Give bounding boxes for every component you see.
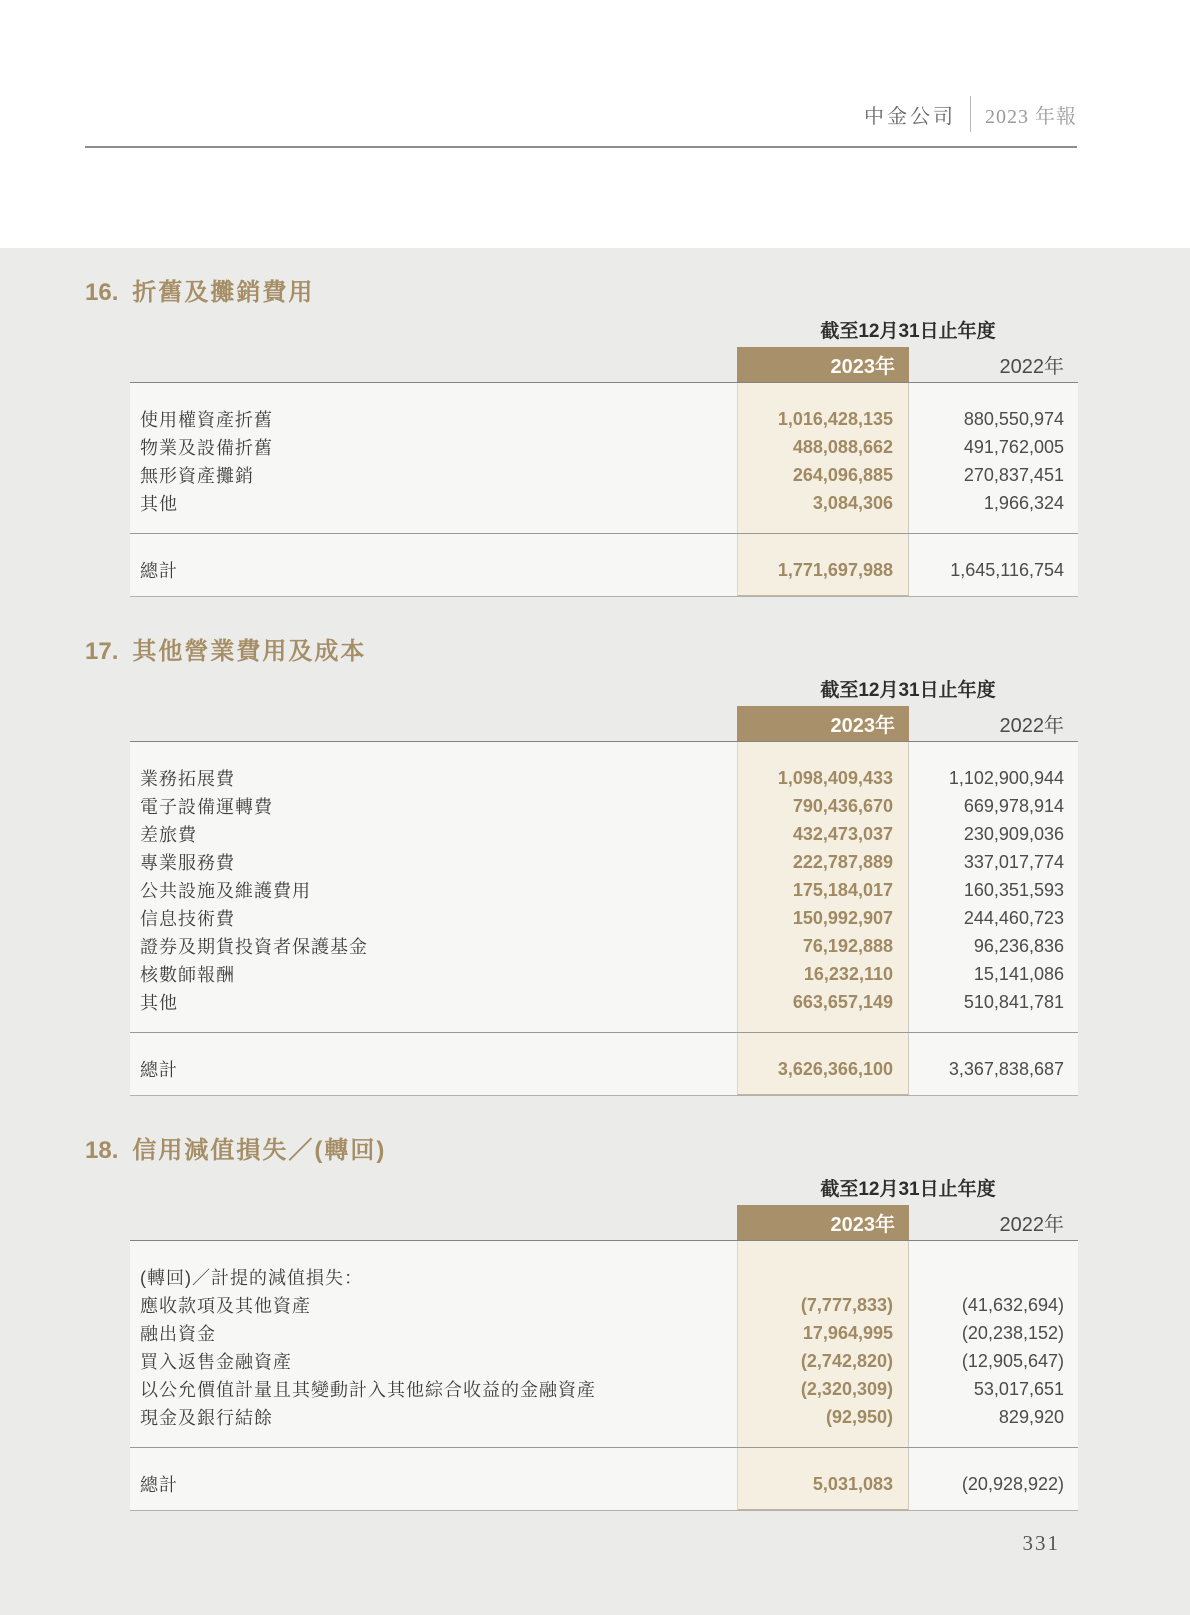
row-label: 以公允價值計量且其變動計入其他綜合收益的金融資產	[140, 1380, 596, 1400]
row-value-2023: 17,964,995	[802, 1322, 893, 1343]
row-value-2022: 829,920	[998, 1406, 1064, 1427]
table-depreciation	[130, 317, 1078, 597]
total-value-2023: 5,031,083	[812, 1473, 893, 1494]
table-other-expenses	[130, 676, 1078, 1096]
table-row	[130, 1263, 1078, 1291]
section-number: 18.	[85, 1137, 119, 1164]
table-row	[130, 876, 1078, 904]
company-name: 中金公司	[864, 105, 956, 128]
header-rule	[85, 146, 1077, 148]
row-value-2022: 160,351,593	[963, 879, 1064, 900]
table-row	[130, 904, 1078, 932]
period-header: 截至12月31日止年度	[820, 321, 996, 342]
row-value-2022: 230,909,036	[963, 823, 1064, 844]
row-value-2023: 1,016,428,135	[777, 408, 893, 429]
total-divider	[130, 1032, 1078, 1033]
section-18-credit-impairment	[0, 1130, 1190, 1511]
column-header-2023: 2023年	[737, 1205, 909, 1240]
column-header-2023: 2023年	[737, 347, 909, 382]
period-header: 截至12月31日止年度	[820, 680, 996, 701]
row-value-2022: 337,017,774	[963, 851, 1064, 872]
header-divider	[970, 96, 971, 132]
table-row	[130, 489, 1078, 517]
total-label: 總計	[140, 1060, 178, 1080]
section-number: 16.	[85, 279, 119, 306]
page-content	[0, 248, 1190, 1615]
period-header: 截至12月31日止年度	[820, 1179, 996, 1200]
table-row	[130, 461, 1078, 489]
table-row	[130, 1319, 1078, 1347]
section-title-text: 信用減值損失／(轉回)	[132, 1137, 387, 1164]
row-label: 公共設施及維護費用	[140, 881, 311, 901]
report-year-label: 2023 年報	[985, 105, 1077, 128]
row-value-2022: 96,236,836	[973, 935, 1064, 956]
table-row	[130, 1291, 1078, 1319]
row-label: 電子設備運轉費	[140, 797, 273, 817]
row-value-2023: (2,320,309)	[800, 1378, 893, 1399]
total-row	[130, 556, 1078, 584]
row-value-2023: 175,184,017	[792, 879, 893, 900]
row-value-2023: 264,096,885	[792, 464, 893, 485]
column-header-2022: 2022年	[999, 715, 1064, 737]
row-label: 專業服務費	[140, 853, 235, 873]
page-top-band	[0, 0, 1190, 248]
table-credit-impairment	[130, 1175, 1078, 1511]
row-value-2023: 3,084,306	[812, 492, 893, 513]
row-label: 其他	[140, 993, 178, 1013]
running-header	[864, 96, 1077, 132]
row-label: 業務拓展費	[140, 769, 235, 789]
total-value-2022: (20,928,922)	[961, 1473, 1064, 1494]
section-17-other-operating-expenses	[0, 631, 1190, 1096]
row-value-2022: (20,238,152)	[961, 1322, 1064, 1343]
column-header-2022: 2022年	[999, 1214, 1064, 1236]
row-value-2023: 790,436,670	[792, 795, 893, 816]
table-row	[130, 932, 1078, 960]
row-value-2023: (7,777,833)	[800, 1294, 893, 1315]
row-label: 現金及銀行結餘	[140, 1408, 273, 1428]
row-value-2022: (41,632,694)	[961, 1294, 1064, 1315]
row-value-2023: 488,088,662	[792, 436, 893, 457]
table-row	[130, 405, 1078, 433]
section-title-text: 其他營業費用及成本	[132, 638, 367, 665]
row-label: 物業及設備折舊	[140, 438, 273, 458]
total-value-2022: 1,645,116,754	[950, 559, 1064, 580]
total-label: 總計	[140, 561, 178, 581]
section-title	[85, 631, 1190, 666]
row-value-2023: (2,742,820)	[800, 1350, 893, 1371]
row-value-2022: 669,978,914	[963, 795, 1064, 816]
row-value-2022: 510,841,781	[963, 991, 1064, 1012]
total-divider	[130, 533, 1078, 534]
row-value-2022: (12,905,647)	[961, 1350, 1064, 1371]
row-value-2022: 1,966,324	[983, 492, 1064, 513]
row-value-2022: 270,837,451	[963, 464, 1064, 485]
table-row	[130, 820, 1078, 848]
section-number: 17.	[85, 638, 119, 665]
row-value-2022: 1,102,900,944	[948, 767, 1064, 788]
row-label: 買入返售金融資產	[140, 1352, 292, 1372]
row-value-2023: 432,473,037	[792, 823, 893, 844]
row-label: 使用權資產折舊	[140, 410, 273, 430]
row-label: 其他	[140, 494, 178, 514]
row-label: (轉回)／計提的減值損失：	[140, 1268, 363, 1288]
total-divider	[130, 1447, 1078, 1448]
table-row	[130, 848, 1078, 876]
row-label: 應收款項及其他資產	[140, 1296, 311, 1316]
table-row	[130, 433, 1078, 461]
row-value-2023: 16,232,110	[803, 963, 893, 984]
row-value-2022: 53,017,651	[973, 1378, 1064, 1399]
total-value-2023: 3,626,366,100	[777, 1058, 893, 1079]
row-value-2022: 244,460,723	[963, 907, 1064, 928]
row-label: 融出資金	[140, 1324, 216, 1344]
row-label: 證券及期貨投資者保護基金	[140, 937, 368, 957]
row-value-2022: 880,550,974	[963, 408, 1064, 429]
row-value-2023: 222,787,889	[792, 851, 893, 872]
table-body	[130, 382, 1078, 597]
section-title	[85, 272, 1190, 307]
row-label: 核數師報酬	[140, 965, 235, 985]
table-body	[130, 741, 1078, 1096]
row-value-2023: 150,992,907	[792, 907, 893, 928]
column-header-2023: 2023年	[737, 706, 909, 741]
row-label: 信息技術費	[140, 909, 235, 929]
total-label: 總計	[140, 1475, 178, 1495]
total-row	[130, 1055, 1078, 1083]
table-row	[130, 988, 1078, 1016]
table-body	[130, 1240, 1078, 1511]
row-value-2022: 491,762,005	[963, 436, 1064, 457]
row-value-2022: 15,141,086	[973, 963, 1064, 984]
column-header-2022: 2022年	[999, 356, 1064, 378]
total-value-2023: 1,771,697,988	[777, 559, 893, 580]
row-value-2023: (92,950)	[825, 1406, 893, 1427]
row-label: 差旅費	[140, 825, 197, 845]
section-16-depreciation	[0, 272, 1190, 597]
section-title-text: 折舊及攤銷費用	[132, 279, 315, 306]
page-number: 331	[1022, 1531, 1060, 1555]
table-row	[130, 1347, 1078, 1375]
table-row	[130, 792, 1078, 820]
total-value-2022: 3,367,838,687	[948, 1058, 1064, 1079]
table-row	[130, 1403, 1078, 1431]
row-value-2023: 1,098,409,433	[777, 767, 893, 788]
row-value-2023: 663,657,149	[792, 991, 893, 1012]
row-label: 無形資產攤銷	[140, 466, 254, 486]
table-row	[130, 1375, 1078, 1403]
table-row	[130, 764, 1078, 792]
section-title	[85, 1130, 1190, 1165]
table-row	[130, 960, 1078, 988]
row-value-2023: 76,192,888	[802, 935, 893, 956]
total-row	[130, 1470, 1078, 1498]
